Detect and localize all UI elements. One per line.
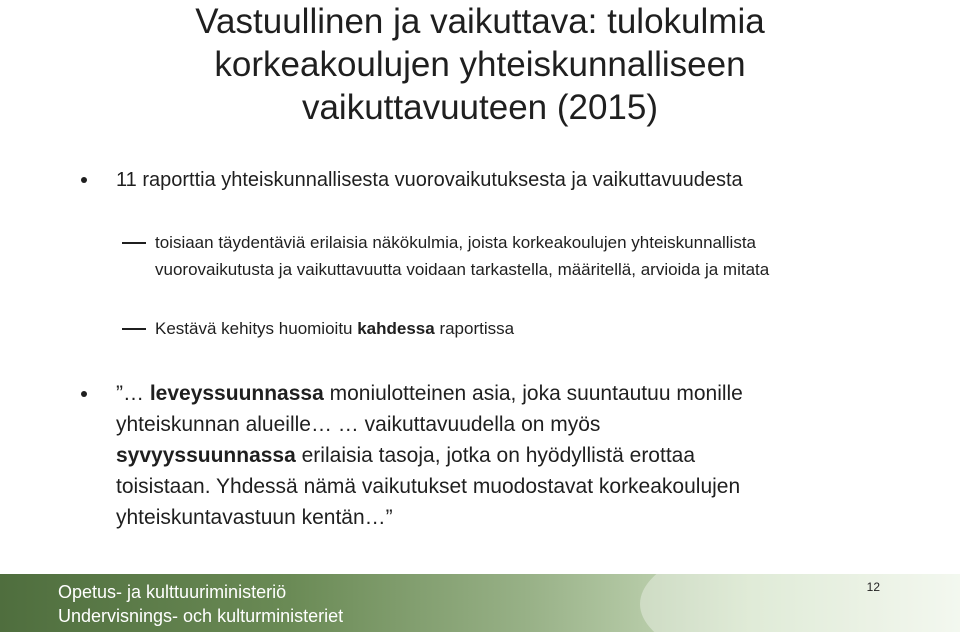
title-line: Vastuullinen ja vaikuttava: tulokulmia xyxy=(195,2,765,41)
ministry-name-fi: Opetus- ja kulttuuriministeriö xyxy=(58,582,287,602)
quote-line: toisistaan. Yhdessä nämä vaikutukset muodostavat korkeakoulujen xyxy=(116,475,741,498)
quote-text: erilaisia tasoja, jotka on hyödyllistä erottaa xyxy=(295,444,696,467)
quote-line xyxy=(116,440,896,471)
quote-emphasis: syvyyssuunnassa xyxy=(116,444,296,467)
quote-emphasis: leveyssuunnassa xyxy=(149,382,324,405)
slide-title xyxy=(80,0,880,129)
sub-text: Kestävä kehitys huomioitu xyxy=(155,319,358,338)
sub-bullet-sustainability xyxy=(155,315,875,342)
quote-line: yhteiskunnan alueille… … vaikuttavuudella on myös xyxy=(116,413,601,436)
sub-bullet-perspectives: toisiaan täydentäviä erilaisia näkökulmia, joista korkeakoulujen yhteiskunnallista vuorovaikutusta ja vaikuttavuutta voidaan tarkastella, määritellä, arvioida ja mitata xyxy=(155,233,770,279)
bullet-reports: 11 raporttia yhteiskunnallisesta vuorovaikutuksesta ja vaikuttavuudesta xyxy=(116,169,743,191)
dash-icon xyxy=(122,242,146,244)
bullet-quote xyxy=(116,378,896,533)
dash-icon xyxy=(122,328,146,330)
quote-line: yhteiskuntavastuun kentän…” xyxy=(116,506,393,529)
footer-band xyxy=(0,574,960,632)
quote-text: ”… xyxy=(116,382,150,405)
bullet-dot-icon xyxy=(80,176,90,186)
sub-emphasis: kahdessa xyxy=(357,319,435,338)
title-line: korkeakoulujen yhteiskunnalliseen xyxy=(214,45,746,84)
quote-text: moniulotteinen asia, joka suuntautuu monille xyxy=(323,382,743,405)
bullet-dot-icon xyxy=(80,390,90,400)
quote-line xyxy=(116,378,896,409)
page-number: 12 xyxy=(866,580,880,594)
ministry-name-sv: Undervisnings- och kulturministeriet xyxy=(58,606,344,626)
title-line: vaikuttavuuteen (2015) xyxy=(301,88,659,127)
sub-text: raportissa xyxy=(434,319,515,338)
